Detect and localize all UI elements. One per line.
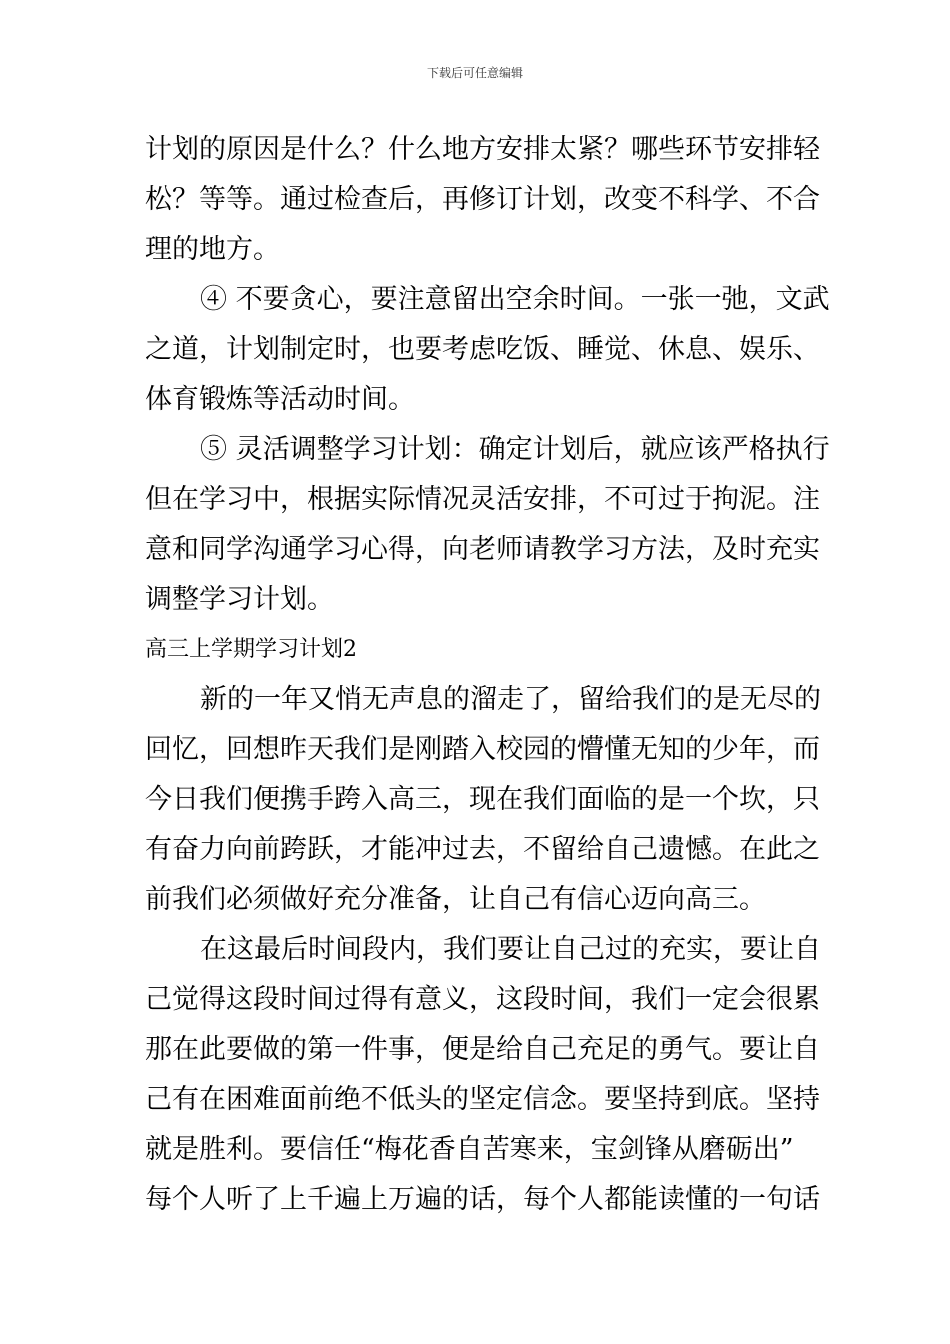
paragraph-line: 那在此要做的第一件事，便是给自己充足的勇气。要让自 bbox=[145, 1034, 820, 1065]
paragraph-line: 前我们必须做好充分准备，让自己有信心迈向高三。 bbox=[145, 884, 766, 915]
paragraph-line: 之道，计划制定时，也要考虑吃饭、睡觉、休息、娱乐、 bbox=[145, 334, 820, 365]
paragraph-line: 己觉得这段时间过得有意义，这段时间，我们一定会很累 bbox=[145, 984, 820, 1015]
paragraph-line: 有奋力向前跨跃，才能冲过去，不留给自己遗憾。在此之 bbox=[145, 834, 820, 865]
section-heading: 高三上学期学习计划2 bbox=[145, 637, 357, 662]
paragraph-line: 新的一年又悄无声息的溜走了，留给我们的是无尽的 bbox=[200, 684, 821, 715]
paragraph-line: 己有在困难面前绝不低头的坚定信念。要坚持到底。坚持 bbox=[145, 1084, 820, 1115]
paragraph-line: 松？等等。通过检查后，再修订计划，改变不科学、不合 bbox=[145, 184, 820, 215]
paragraph-line: 意和同学沟通学习心得，向老师请教学习方法，及时充实 bbox=[145, 534, 820, 565]
paragraph-line: ⑤ 灵活调整学习计划：确定计划后，就应该严格执行 bbox=[200, 434, 830, 465]
paragraph-line: ④ 不要贪心，要注意留出空余时间。一张一弛，文武 bbox=[200, 284, 830, 315]
paragraph-line: 今日我们便携手跨入高三，现在我们面临的是一个坎，只 bbox=[145, 784, 820, 815]
paragraph-line: 回忆，回想昨天我们是刚踏入校园的懵懂无知的少年，而 bbox=[145, 734, 820, 765]
page-header-watermark: 下载后可任意编辑 bbox=[426, 66, 523, 80]
paragraph-line: 理的地方。 bbox=[145, 234, 280, 265]
paragraph-line: 体育锻炼等活动时间。 bbox=[145, 384, 415, 415]
paragraph-line: 调整学习计划。 bbox=[145, 584, 334, 615]
paragraph-line: 在这最后时间段内，我们要让自己过的充实，要让自 bbox=[200, 934, 821, 965]
paragraph-line: 但在学习中，根据实际情况灵活安排，不可过于拘泥。注 bbox=[145, 484, 820, 515]
paragraph-line: 就是胜利。要信任“梅花香自苦寒来，宝剑锋从磨砺出” bbox=[145, 1134, 794, 1165]
paragraph-line: 每个人听了上千遍上万遍的话，每个人都能读懂的一句话 bbox=[145, 1184, 820, 1215]
paragraph-line: 计划的原因是什么？什么地方安排太紧？哪些环节安排轻 bbox=[145, 134, 820, 165]
